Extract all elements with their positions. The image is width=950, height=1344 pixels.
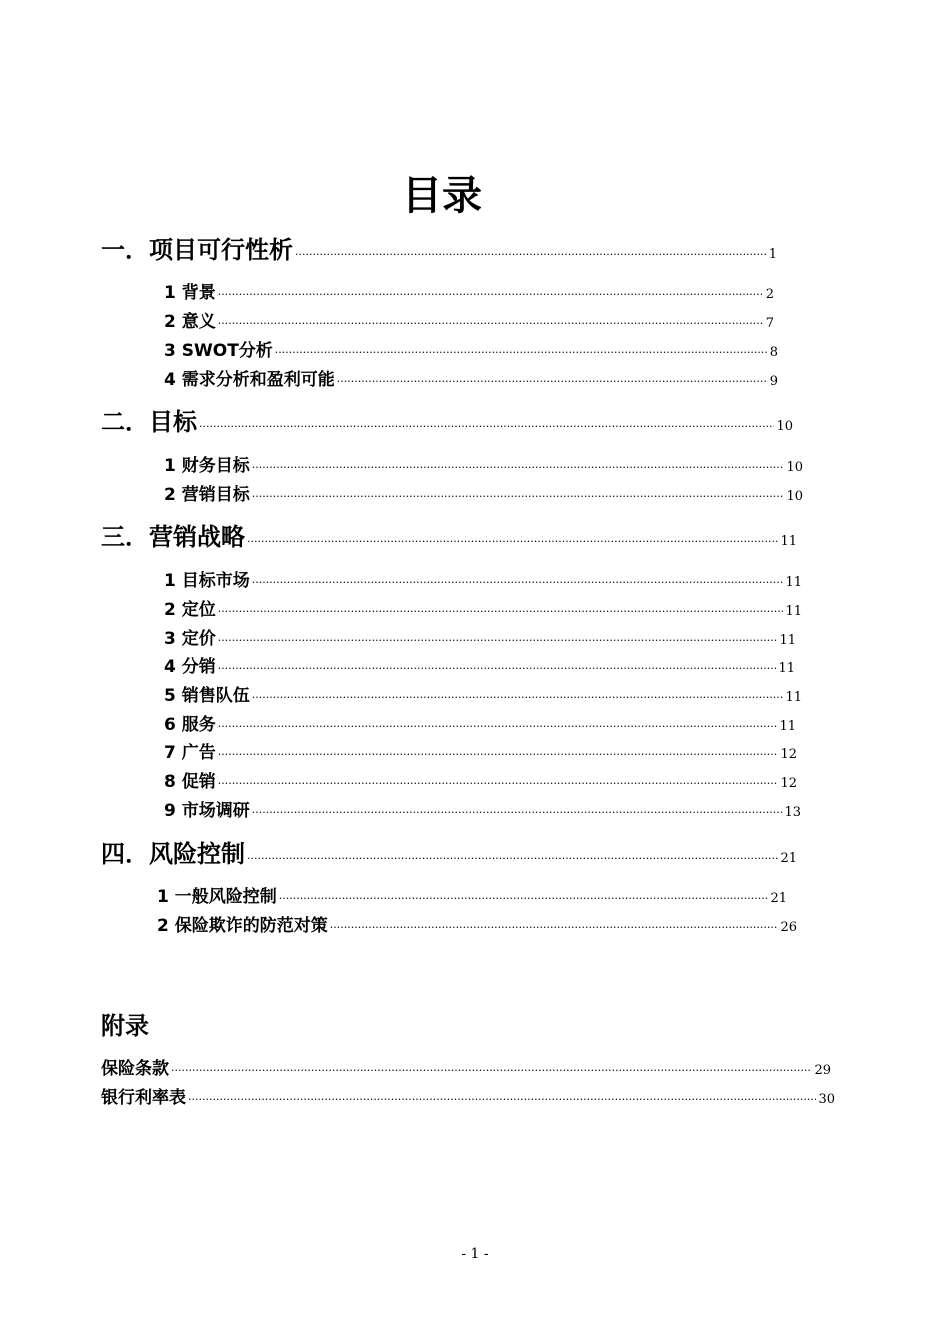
item-label: 1 目标市场 bbox=[164, 571, 250, 591]
page-number: 13 bbox=[784, 805, 801, 820]
leader-dots bbox=[247, 535, 778, 548]
leader-dots bbox=[218, 317, 764, 330]
toc-item[interactable] bbox=[164, 767, 797, 792]
toc-item[interactable] bbox=[157, 882, 787, 907]
item-label: 2 营销目标 bbox=[164, 485, 250, 505]
toc-section-4[interactable] bbox=[101, 834, 797, 869]
page-number: 21 bbox=[770, 891, 787, 906]
page-number: 11 bbox=[780, 534, 797, 549]
leader-dots bbox=[252, 576, 784, 589]
item-label: 8 促销 bbox=[164, 772, 216, 792]
item-label: 4 分销 bbox=[164, 657, 216, 677]
item-label: 9 市场调研 bbox=[164, 801, 250, 821]
item-label: 4 需求分析和盈利可能 bbox=[164, 370, 335, 390]
page-number: 11 bbox=[785, 575, 802, 590]
leader-dots bbox=[330, 921, 779, 934]
section-label: 三．营销战略 bbox=[101, 523, 245, 551]
page-number: 8 bbox=[769, 345, 778, 360]
page-number: 10 bbox=[786, 460, 803, 475]
page-number: 1 bbox=[768, 247, 777, 262]
page-number: 26 bbox=[780, 920, 797, 935]
page-number: 29 bbox=[814, 1063, 831, 1078]
appendix-title: 附录 bbox=[101, 1012, 149, 1040]
leader-dots bbox=[218, 777, 779, 790]
page-number: 21 bbox=[780, 851, 797, 866]
section-label: 四．风险控制 bbox=[101, 840, 245, 868]
leader-dots bbox=[218, 720, 778, 733]
page-number: 11 bbox=[779, 633, 796, 648]
page-number: 7 bbox=[765, 316, 774, 331]
leader-dots bbox=[218, 662, 777, 675]
item-label: 1 财务目标 bbox=[164, 456, 250, 476]
toc-title: 目录 bbox=[402, 173, 482, 219]
leader-dots bbox=[295, 248, 767, 261]
leader-dots bbox=[199, 420, 774, 433]
page-number: 12 bbox=[780, 747, 797, 762]
leader-dots bbox=[252, 461, 785, 474]
toc-section-2[interactable] bbox=[101, 402, 793, 437]
section-label: 二．目标 bbox=[101, 408, 197, 436]
item-label: 7 广告 bbox=[164, 743, 216, 763]
leader-dots bbox=[275, 346, 768, 359]
toc-section-3[interactable] bbox=[101, 517, 797, 552]
toc-item[interactable] bbox=[164, 681, 802, 706]
toc-item[interactable] bbox=[157, 911, 797, 936]
page-number: 11 bbox=[785, 690, 802, 705]
page-number: 10 bbox=[776, 419, 793, 434]
toc-item[interactable] bbox=[164, 595, 802, 620]
page-number: 11 bbox=[778, 661, 795, 676]
page-number: 2 bbox=[765, 287, 774, 302]
item-label: 2 意义 bbox=[164, 312, 216, 332]
item-label: 3 SWOT分析 bbox=[164, 341, 273, 361]
leader-dots bbox=[337, 375, 768, 388]
item-label: 2 保险欺诈的防范对策 bbox=[157, 916, 328, 936]
leader-dots bbox=[188, 1093, 816, 1106]
item-label: 1 一般风险控制 bbox=[157, 887, 277, 907]
page-number: 30 bbox=[818, 1092, 835, 1107]
leader-dots bbox=[252, 806, 783, 819]
leader-dots bbox=[252, 490, 785, 503]
appendix-item[interactable] bbox=[101, 1083, 835, 1108]
leader-dots bbox=[252, 691, 784, 704]
toc-item[interactable] bbox=[164, 566, 802, 591]
toc-item[interactable] bbox=[164, 624, 796, 649]
item-label: 5 销售队伍 bbox=[164, 686, 250, 706]
section-label: 一．项目可行性析 bbox=[101, 236, 293, 264]
leader-dots bbox=[218, 288, 764, 301]
leader-dots bbox=[247, 852, 778, 865]
toc-item[interactable] bbox=[164, 278, 774, 303]
toc-item[interactable] bbox=[164, 738, 797, 763]
toc-item[interactable] bbox=[164, 710, 796, 735]
leader-dots bbox=[218, 748, 779, 761]
toc-item[interactable] bbox=[164, 796, 801, 821]
item-label: 银行利率表 bbox=[101, 1088, 186, 1108]
leader-dots bbox=[218, 605, 784, 618]
page-number: 10 bbox=[786, 489, 803, 504]
page-number: 12 bbox=[780, 776, 797, 791]
toc-item[interactable] bbox=[164, 307, 774, 332]
toc-item[interactable] bbox=[164, 480, 803, 505]
toc-item[interactable] bbox=[164, 365, 778, 390]
item-label: 1 背景 bbox=[164, 283, 216, 303]
item-label: 保险条款 bbox=[101, 1059, 169, 1079]
leader-dots bbox=[171, 1064, 812, 1077]
page-number: 11 bbox=[785, 604, 802, 619]
toc-section-1[interactable] bbox=[101, 230, 777, 265]
toc-item[interactable] bbox=[164, 336, 778, 361]
item-label: 6 服务 bbox=[164, 715, 216, 735]
page-footer: - 1 - bbox=[461, 1246, 489, 1262]
appendix-item[interactable] bbox=[101, 1054, 831, 1079]
item-label: 3 定价 bbox=[164, 629, 216, 649]
leader-dots bbox=[218, 634, 778, 647]
toc-item[interactable] bbox=[164, 451, 803, 476]
page-number: 9 bbox=[769, 374, 778, 389]
leader-dots bbox=[279, 892, 769, 905]
item-label: 2 定位 bbox=[164, 600, 216, 620]
toc-item[interactable] bbox=[164, 652, 795, 677]
page-number: 11 bbox=[779, 719, 796, 734]
